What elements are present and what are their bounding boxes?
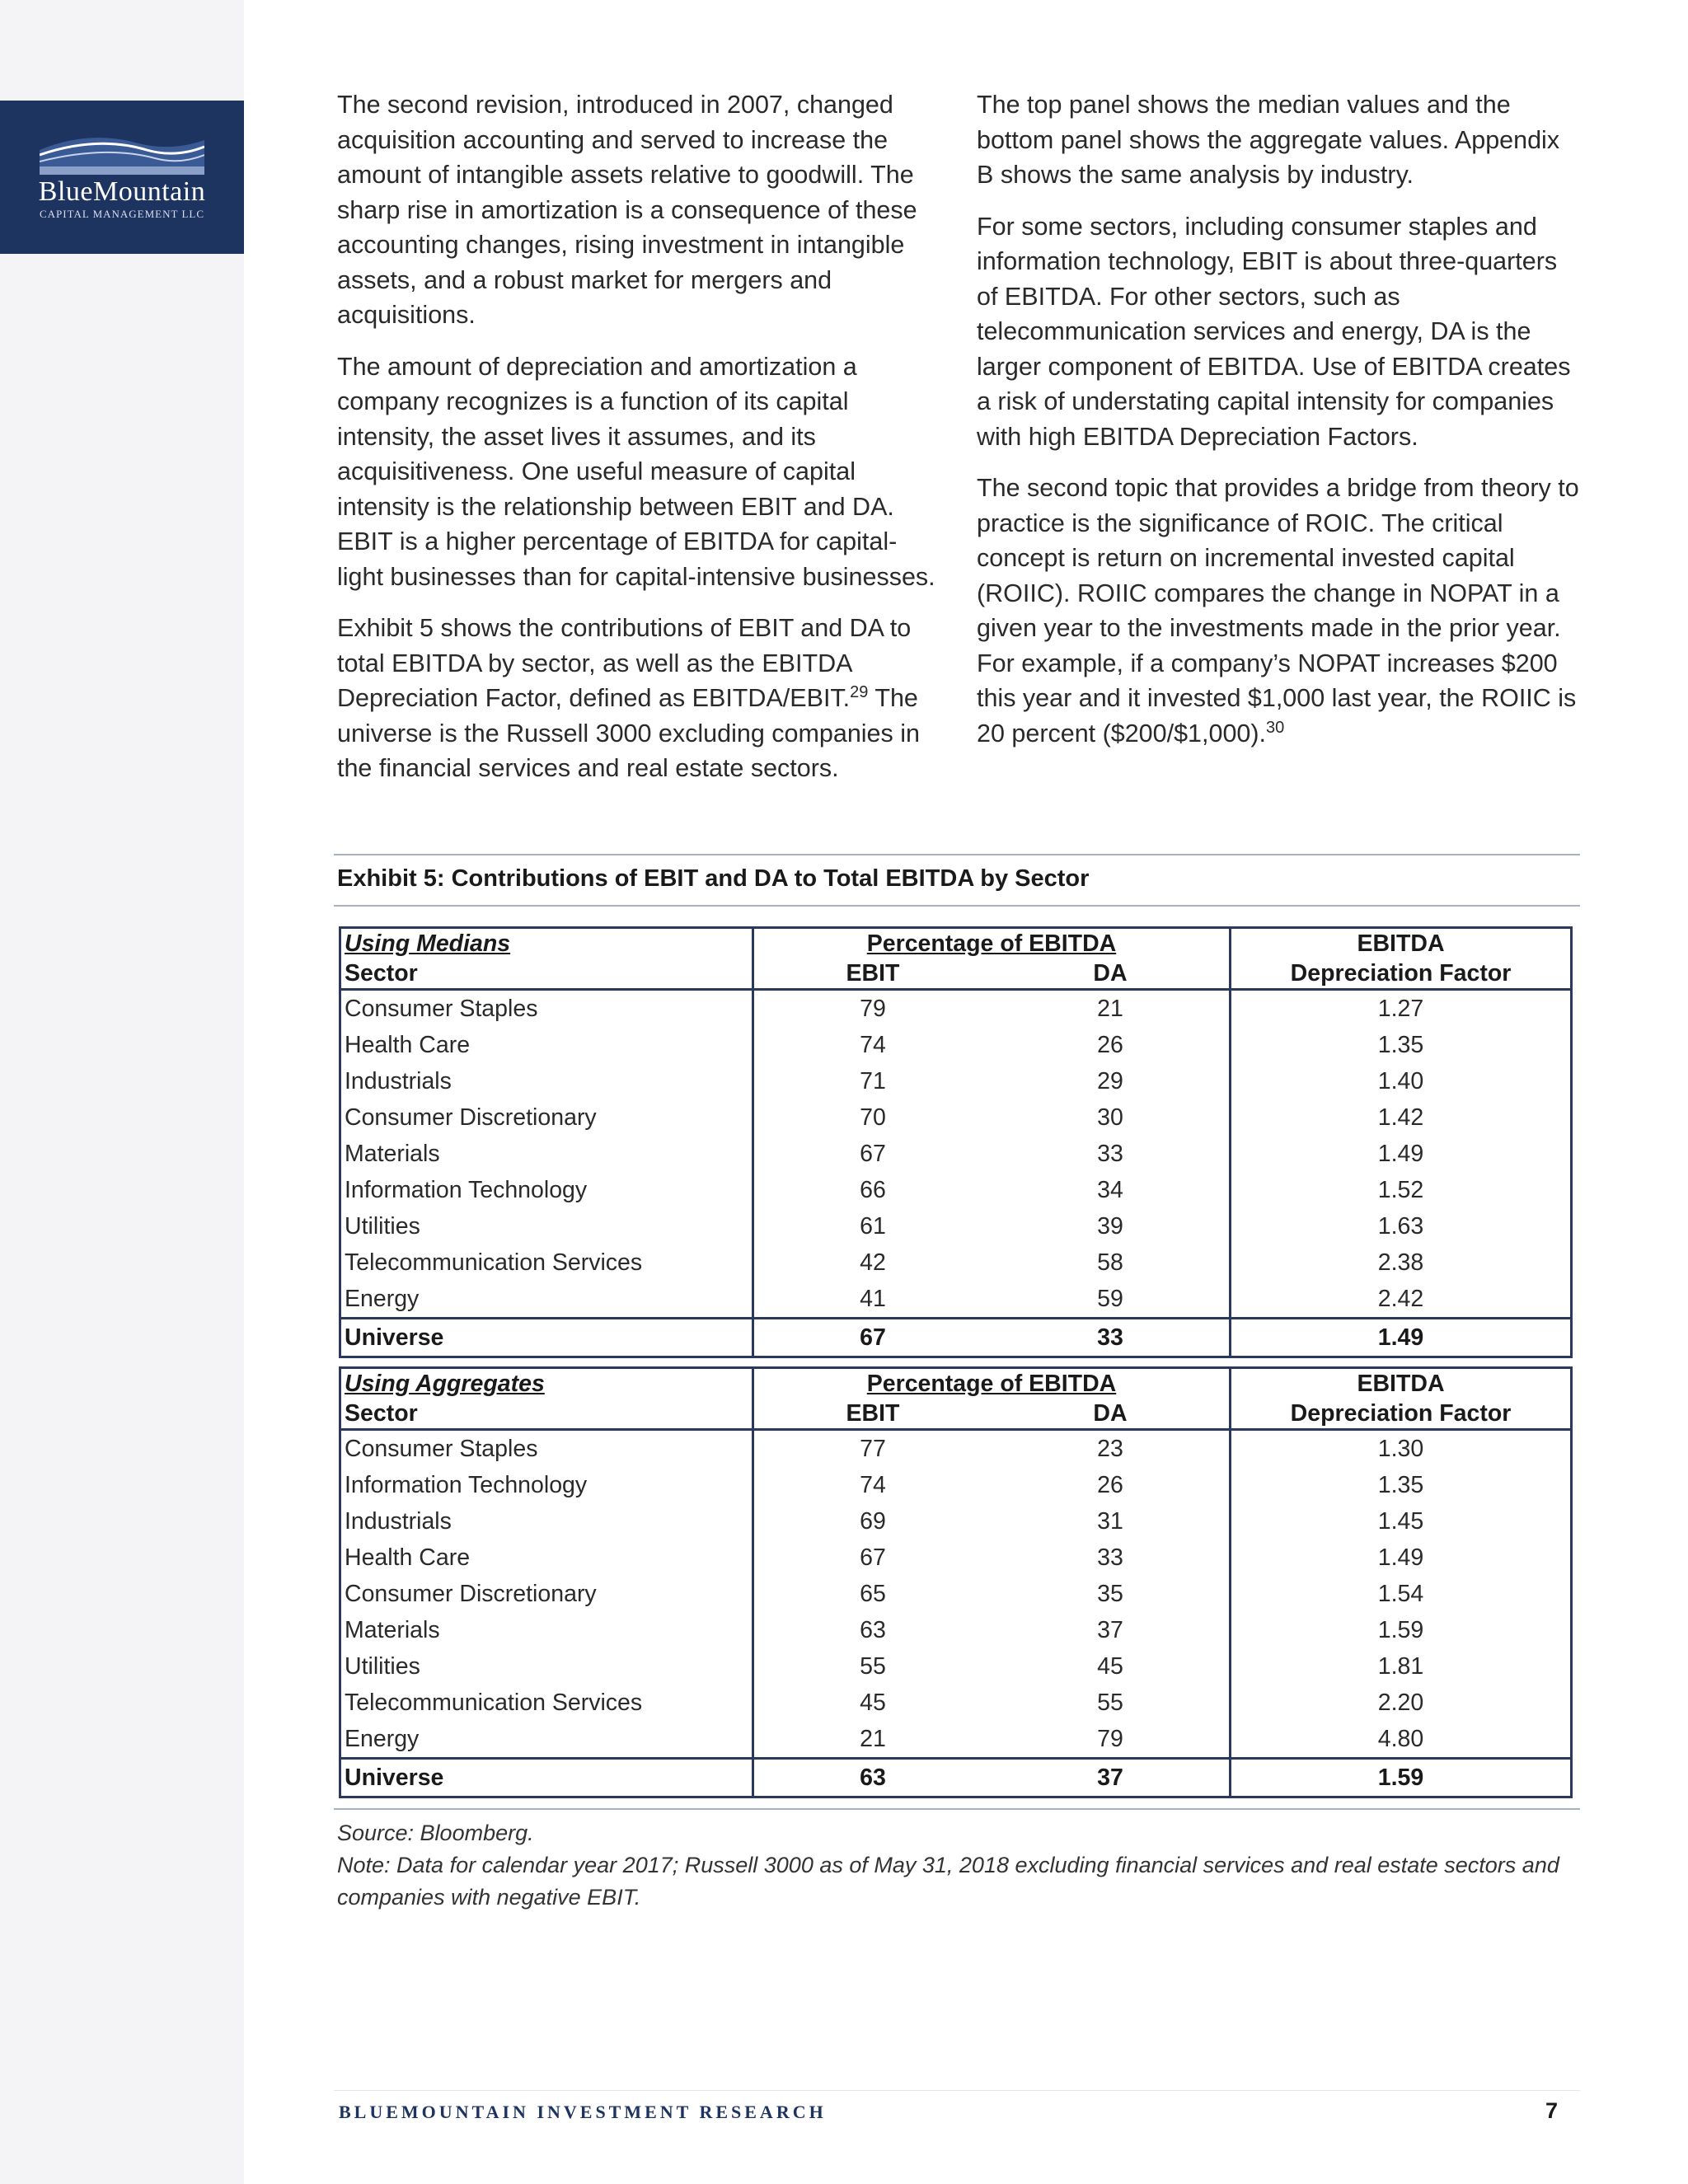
- sector-cell: Materials: [340, 1136, 753, 1172]
- logo-name: BlueMountain: [38, 176, 206, 207]
- sector-cell: Health Care: [340, 1540, 753, 1576]
- pct-cells: [753, 1685, 1231, 1721]
- table-header-row: [340, 928, 1572, 959]
- pct-cells: [753, 1099, 1231, 1136]
- factor-cell: 1.30: [1231, 1430, 1572, 1468]
- table-row: [340, 1172, 1572, 1208]
- factor-cell: 2.38: [1231, 1244, 1572, 1281]
- page-number: 7: [1545, 2098, 1559, 2123]
- ebit-cell: 67: [860, 1324, 886, 1351]
- sector-cell: Utilities: [340, 1648, 753, 1685]
- ebit-cell: 61: [860, 1213, 886, 1240]
- da-cell: 79: [1097, 1726, 1123, 1752]
- ebit-cell: 42: [860, 1249, 886, 1276]
- factor-header-2: Depreciation Factor: [1231, 1399, 1572, 1430]
- sector-cell: Consumer Staples: [340, 1430, 753, 1468]
- table-row: [340, 1540, 1572, 1576]
- pct-cells: [753, 1208, 1231, 1244]
- table-row: [340, 1503, 1572, 1540]
- pct-header: Percentage of EBITDA: [753, 1368, 1231, 1399]
- sector-header: Sector: [340, 958, 753, 990]
- footnote-ref[interactable]: 29: [850, 682, 869, 701]
- ebit-cell: 71: [860, 1068, 886, 1094]
- ebit-cell: 77: [860, 1436, 886, 1462]
- pct-subheaders: EBIT DA: [753, 1399, 1231, 1430]
- paragraph: For some sectors, including consumer staples and information technology, EBIT is about three-quarters of EBITDA. For other sectors, such as telecommunication services and energy, DA is the larger component of EBITDA. Use of EBITDA creates a risk of understating capital intensity for companies with high EBITDA Depreciation Factors.: [977, 212, 1571, 451]
- table-row: [340, 1576, 1572, 1612]
- da-cell: 21: [1097, 996, 1123, 1022]
- table-row: [340, 1467, 1572, 1503]
- table-row: [340, 1612, 1572, 1648]
- ebit-cell: 74: [860, 1472, 886, 1498]
- factor-cell: 1.49: [1231, 1136, 1572, 1172]
- da-cell: 45: [1097, 1653, 1123, 1680]
- company-logo: [0, 101, 244, 254]
- universe-row: [340, 1319, 1572, 1357]
- ebit-cell: 21: [860, 1726, 886, 1752]
- pct-cells: [753, 1503, 1231, 1540]
- pct-cells: [753, 1172, 1231, 1208]
- table-row: [340, 1648, 1572, 1685]
- factor-header-2: Depreciation Factor: [1231, 958, 1572, 990]
- exhibit-title: Exhibit 5: Contributions of EBIT and DA to Total EBITDA by Sector: [337, 865, 1090, 892]
- sector-cell: Consumer Staples: [340, 990, 753, 1028]
- ebit-cell: 41: [860, 1286, 886, 1312]
- ebit-cell: 63: [860, 1617, 886, 1643]
- pct-cells: [753, 1648, 1231, 1685]
- factor-cell: 1.81: [1231, 1648, 1572, 1685]
- sector-cell: Consumer Discretionary: [340, 1576, 753, 1612]
- pct-cells: [753, 1319, 1231, 1357]
- ebit-cell: 79: [860, 996, 886, 1022]
- pct-cells: [753, 1759, 1231, 1797]
- ebit-cell: 63: [860, 1765, 886, 1791]
- pct-cells: [753, 1612, 1231, 1648]
- da-cell: 30: [1097, 1104, 1123, 1131]
- factor-header-1: EBITDA: [1231, 1368, 1572, 1399]
- pct-cells: [753, 1027, 1231, 1063]
- aggregates-table: [339, 1366, 1573, 1798]
- sector-cell: Universe: [340, 1759, 753, 1797]
- paragraph: The top panel shows the median values and the bottom panel shows the aggregate values. Appendix B shows the same analysis by industry.: [977, 91, 1560, 189]
- factor-cell: 1.27: [1231, 990, 1572, 1028]
- panel-label: Using Medians: [340, 928, 753, 959]
- sector-cell: Industrials: [340, 1503, 753, 1540]
- paragraph: The second topic that provides a bridge from theory to practice is the significance of ROIC. The critical concept is return on incremental invested capital (ROIIC). ROIIC compares the change in NOPAT in a given year to the investments made in the prior year. For example, if a company’s NOPAT increases $200 this year and it invested $1,000 last year, the ROIIC is 20 percent ($200/$1,000).$^{30}$: [977, 474, 1579, 748]
- exhibit-top-rule: [334, 854, 1580, 855]
- factor-cell: 2.42: [1231, 1281, 1572, 1319]
- exhibit-bottom-rule: [334, 1808, 1580, 1810]
- factor-cell: 1.40: [1231, 1063, 1572, 1099]
- sector-cell: Telecommunication Services: [340, 1244, 753, 1281]
- factor-cell: 1.35: [1231, 1467, 1572, 1503]
- factor-cell: 1.63: [1231, 1208, 1572, 1244]
- da-cell: 31: [1097, 1508, 1123, 1535]
- ebit-cell: 65: [860, 1581, 886, 1607]
- pct-cells: [753, 1576, 1231, 1612]
- factor-cell: 1.59: [1231, 1759, 1572, 1797]
- pct-cells: [753, 1467, 1231, 1503]
- sector-cell: Health Care: [340, 1027, 753, 1063]
- source-text: Source: Bloomberg.: [337, 1821, 534, 1845]
- table-row: [340, 990, 1572, 1028]
- table-header-row: [340, 1368, 1572, 1399]
- sector-cell: Information Technology: [340, 1467, 753, 1503]
- factor-cell: 1.35: [1231, 1027, 1572, 1063]
- panel-label: Using Aggregates: [340, 1368, 753, 1399]
- mountain-logo-icon: [40, 125, 204, 175]
- ebit-cell: 70: [860, 1104, 886, 1131]
- exhibit-title-rule: [334, 905, 1580, 907]
- ebit-cell: 45: [860, 1690, 886, 1716]
- da-cell: 55: [1097, 1690, 1123, 1716]
- sector-cell: Energy: [340, 1721, 753, 1759]
- factor-cell: 1.59: [1231, 1612, 1572, 1648]
- da-cell: 26: [1097, 1032, 1123, 1058]
- footer-title: BLUEMOUNTAIN INVESTMENT RESEARCH: [339, 2102, 827, 2122]
- pct-cells: [753, 990, 1231, 1028]
- table-row: [340, 1208, 1572, 1244]
- pct-header: Percentage of EBITDA: [753, 928, 1231, 959]
- note-text: Note: Data for calendar year 2017; Russell 3000 as of May 31, 2018 excluding financial services and real estate sectors and companies with negative EBIT.: [337, 1853, 1559, 1910]
- pct-cells: [753, 1063, 1231, 1099]
- factor-cell: 1.52: [1231, 1172, 1572, 1208]
- pct-cells: [753, 1540, 1231, 1576]
- pct-cells: [753, 1721, 1231, 1759]
- da-cell: 59: [1097, 1286, 1123, 1312]
- factor-cell: 1.42: [1231, 1099, 1572, 1136]
- ebit-cell: 69: [860, 1508, 886, 1535]
- pct-cells: [753, 1244, 1231, 1281]
- table-header-row: [340, 1399, 1572, 1430]
- factor-header-1: EBITDA: [1231, 928, 1572, 959]
- paragraph: The second revision, introduced in 2007, changed acquisition accounting and served to increase the amount of intangible assets relative to goodwill. The sharp rise in amortization is a consequence of these accounting changes, rising investment in intangible assets, and a robust market for mergers and acquisitions.: [337, 91, 917, 329]
- table-row: [340, 1721, 1572, 1759]
- source-note: [337, 1817, 1573, 1914]
- sector-cell: Energy: [340, 1281, 753, 1319]
- table-header-row: [340, 958, 1572, 990]
- sidebar-strip: [0, 0, 244, 2184]
- da-cell: 29: [1097, 1068, 1123, 1094]
- da-cell: 23: [1097, 1436, 1123, 1462]
- ebit-cell: 74: [860, 1032, 886, 1058]
- sector-cell: Utilities: [340, 1208, 753, 1244]
- da-cell: 33: [1097, 1141, 1123, 1167]
- table-row: [340, 1281, 1572, 1319]
- right-column: [977, 87, 1582, 767]
- da-cell: 33: [1097, 1324, 1123, 1351]
- da-cell: 37: [1097, 1765, 1123, 1791]
- table-row: [340, 1244, 1572, 1281]
- medians-table: [339, 926, 1573, 1358]
- factor-cell: 2.20: [1231, 1685, 1572, 1721]
- table-row: [340, 1136, 1572, 1172]
- ebit-cell: 55: [860, 1653, 886, 1680]
- ebit-cell: 66: [860, 1177, 886, 1203]
- table-row: [340, 1685, 1572, 1721]
- table-row: [340, 1430, 1572, 1468]
- universe-row: [340, 1759, 1572, 1797]
- da-cell: 26: [1097, 1472, 1123, 1498]
- factor-cell: 4.80: [1231, 1721, 1572, 1759]
- logo-subtitle: CAPITAL MANAGEMENT LLC: [39, 208, 205, 220]
- sector-cell: Industrials: [340, 1063, 753, 1099]
- sector-cell: Consumer Discretionary: [340, 1099, 753, 1136]
- table-row: [340, 1027, 1572, 1063]
- sector-cell: Materials: [340, 1612, 753, 1648]
- paragraph: The amount of depreciation and amortization a company recognizes is a function of its capital intensity, the asset lives it assumes, and its acquisitiveness. One useful measure of capital intensity is the relationship between EBIT and DA. EBIT is a higher percentage of EBITDA for capital-light businesses than for capital-intensive businesses.: [337, 352, 935, 591]
- pct-cells: [753, 1281, 1231, 1319]
- table-row: [340, 1063, 1572, 1099]
- da-cell: 34: [1097, 1177, 1123, 1203]
- paragraph: Exhibit 5 shows the contributions of EBIT and DA to total EBITDA by sector, as well as the EBITDA Depreciation Factor, defined as EBITDA/EBIT.$^{29}$ The universe is the Russell 3000 excluding companies in the financial services and real estate sectors.: [337, 614, 920, 782]
- table-row: [340, 1099, 1572, 1136]
- pct-cells: [753, 1136, 1231, 1172]
- factor-cell: 1.49: [1231, 1319, 1572, 1357]
- footnote-ref[interactable]: 30: [1266, 718, 1285, 737]
- da-cell: 33: [1097, 1544, 1123, 1571]
- pct-cells: [753, 1430, 1231, 1468]
- left-column: [337, 87, 943, 803]
- da-cell: 58: [1097, 1249, 1123, 1276]
- da-cell: 39: [1097, 1213, 1123, 1240]
- ebit-cell: 67: [860, 1544, 886, 1571]
- sector-cell: Information Technology: [340, 1172, 753, 1208]
- footer-rule: [334, 2090, 1580, 2091]
- ebit-cell: 67: [860, 1141, 886, 1167]
- sector-cell: Universe: [340, 1319, 753, 1357]
- da-cell: 35: [1097, 1581, 1123, 1607]
- pct-subheaders: EBIT DA: [753, 958, 1231, 990]
- sector-cell: Telecommunication Services: [340, 1685, 753, 1721]
- sector-header: Sector: [340, 1399, 753, 1430]
- factor-cell: 1.54: [1231, 1576, 1572, 1612]
- factor-cell: 1.45: [1231, 1503, 1572, 1540]
- da-cell: 37: [1097, 1617, 1123, 1643]
- factor-cell: 1.49: [1231, 1540, 1572, 1576]
